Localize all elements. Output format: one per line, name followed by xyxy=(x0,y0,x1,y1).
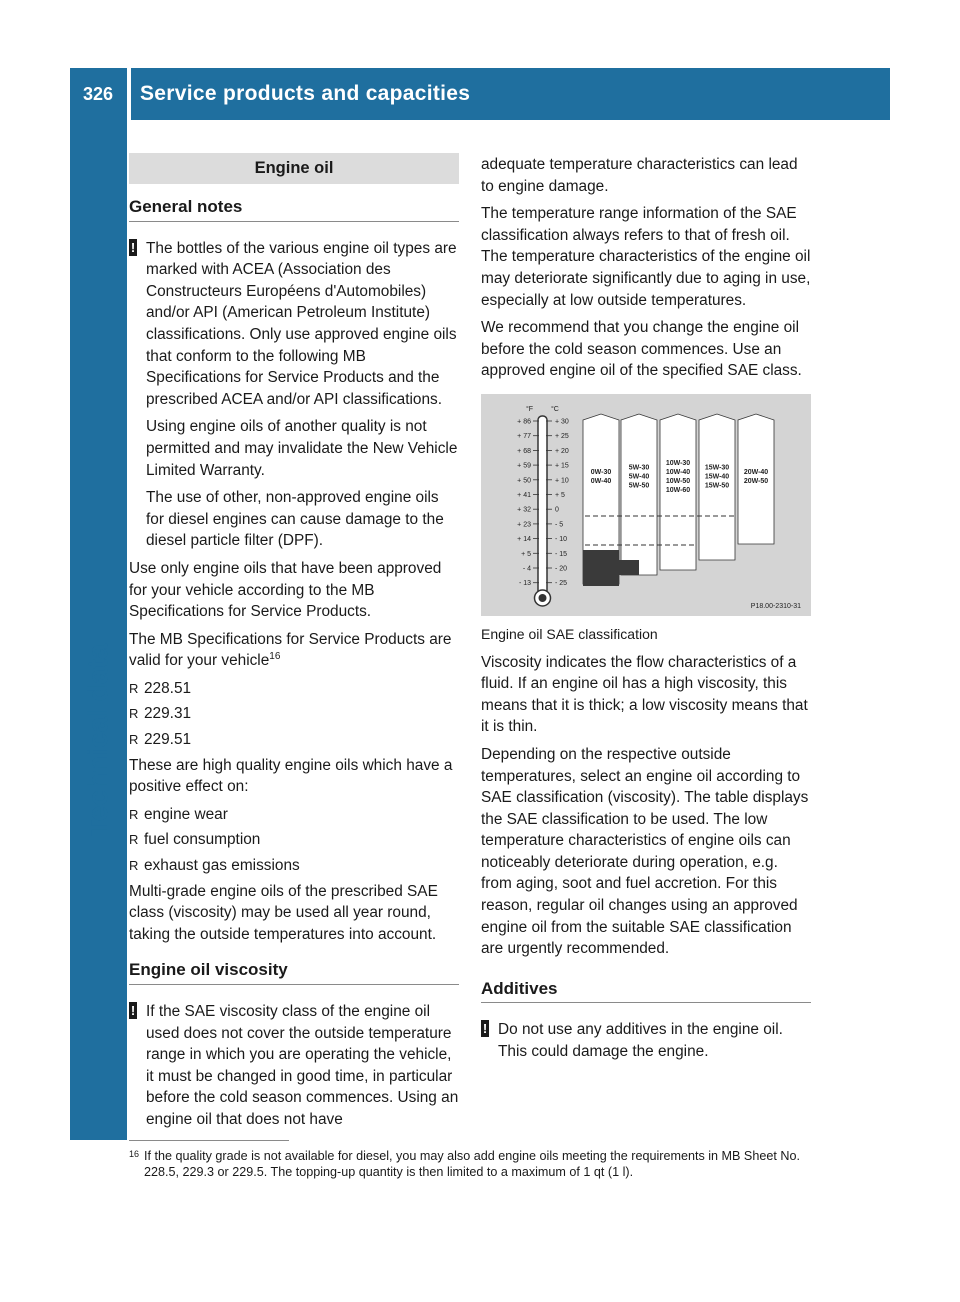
paragraph xyxy=(129,629,459,672)
engine-oil-title-bar xyxy=(129,153,459,184)
c-tick-label: 0 xyxy=(555,506,559,514)
f-tick-label: + 59 xyxy=(517,462,531,470)
left-column xyxy=(129,150,459,1137)
footnote xyxy=(129,1148,829,1180)
list-item: R exhaust gas emissions xyxy=(129,855,459,877)
f-tick-label: + 14 xyxy=(517,536,531,544)
specs-intro: The MB Specifications for Service Products are valid for your vehicle xyxy=(129,630,452,670)
sidebar-title: Technical data xyxy=(82,643,113,837)
low-temp-band xyxy=(583,550,619,586)
right-column xyxy=(481,154,811,1069)
paragraph: These are high quality engine oils which have a positive effect on: xyxy=(129,756,453,796)
footnote-text: If the quality grade is not available for diesel, you may also add engine oils meeting the requirements in MB Sheet No. 228.5, 229.3 or 229.5. The topping-up quantity is then limited to a maximum of 1 qt (1 l). xyxy=(144,1149,800,1179)
specs-list xyxy=(129,678,459,751)
footnote-divider xyxy=(129,1140,289,1141)
warning-icon: ! xyxy=(130,239,136,255)
list-item: R fuel consumption xyxy=(129,829,459,851)
grade-label: 5W-30 xyxy=(628,464,650,472)
unit-f-label: °F xyxy=(526,405,534,413)
additives-heading: Additives xyxy=(481,978,811,1004)
general-notes-heading: General notes xyxy=(129,196,459,222)
list-item: R 229.51 xyxy=(129,729,459,751)
c-tick-label: + 5 xyxy=(555,491,565,499)
c-tick-label: - 20 xyxy=(555,565,568,573)
warning-text: The use of other, non-approved engine oils for diesel engines can cause damage to the diesel particle filter (DPF). xyxy=(146,489,444,550)
grade-label: 5W-50 xyxy=(628,482,650,490)
warning-text: Using engine oils of another quality is not permitted and may invalidate the New Vehicle Limited Warranty. xyxy=(146,418,458,479)
sae-chart-svg xyxy=(481,394,811,616)
warning-icon: ! xyxy=(482,1021,488,1037)
list-item: R engine wear xyxy=(129,804,459,826)
sae-chart xyxy=(481,394,811,616)
c-tick-label: - 5 xyxy=(555,521,564,529)
f-tick-label: + 86 xyxy=(517,418,531,426)
viscosity-column xyxy=(621,414,657,575)
effects-list xyxy=(129,804,459,877)
page-number: 326 xyxy=(82,84,114,104)
f-tick-label: + 68 xyxy=(517,447,531,455)
f-tick-label: + 77 xyxy=(517,433,531,441)
grade-label: 10W-40 xyxy=(665,468,691,476)
figure-reference: P18.00-2310-31 xyxy=(750,602,801,610)
grade-label: 10W-60 xyxy=(665,486,691,494)
grade-label: 20W-40 xyxy=(743,468,769,476)
f-tick-label: + 23 xyxy=(517,521,531,529)
thermometer-bulb-fill xyxy=(539,594,547,602)
f-tick-label: + 50 xyxy=(517,477,531,485)
warning-text: The bottles of the various engine oil types are marked with ACEA (Association des Constructeurs Européens d'Automobiles) and/or API (American Petroleum Institute) classifications. Only use approved engine oils that conform to the following MB Specifications for Service Products and the prescribed ACEA and/or API classifications. xyxy=(146,239,457,408)
footnote-number: 16 xyxy=(129,1149,140,1159)
c-tick-label: - 15 xyxy=(555,550,568,558)
warning-text: Do not use any additives in the engine oil. This could damage the engine. xyxy=(498,1021,783,1061)
f-tick-label: + 41 xyxy=(517,491,531,499)
figure-caption: Engine oil SAE classification xyxy=(481,625,658,642)
grade-label: 15W-50 xyxy=(704,482,730,490)
c-tick-label: + 25 xyxy=(555,433,569,441)
f-tick-label: + 32 xyxy=(517,506,531,514)
paragraph: We recommend that you change the engine oil before the cold season commences. Use an approved engine oil of the specified SAE class. xyxy=(481,319,802,380)
footnote-ref: 16 xyxy=(269,651,281,663)
paragraph: The temperature range information of the SAE classification always refers to that of fresh oil. The temperature characteristics of the engine oil may deteriorate significantly due to aging in use, especially at low outside temperatures. xyxy=(481,205,811,309)
warning-text: If the SAE viscosity class of the engine oil used does not cover the outside temperature range in which you are operating the vehicle, it must be changed in good time, in particular before the cold season commences. Using an engine oil that does not have xyxy=(146,1003,459,1128)
list-item: R 229.31 xyxy=(129,703,459,725)
f-tick-label: + 5 xyxy=(521,550,531,558)
warning-block xyxy=(481,1019,811,1062)
low-temp-band xyxy=(619,560,639,575)
engine-oil-title: Engine oil xyxy=(254,159,334,177)
unit-c-label: °C xyxy=(551,405,559,413)
grade-label: 10W-30 xyxy=(665,459,691,467)
warning-block xyxy=(129,238,459,552)
paragraph: Use only engine oils that have been approved for your vehicle according to the MB Specifications for Service Products. xyxy=(129,559,442,621)
c-tick-label: + 10 xyxy=(555,477,569,485)
page-header xyxy=(70,68,890,120)
c-tick-label: - 10 xyxy=(555,536,568,544)
warning-icon: ! xyxy=(130,1003,136,1018)
c-tick-label: - 25 xyxy=(555,580,568,588)
warning-block xyxy=(129,1001,459,1131)
list-item: R 228.51 xyxy=(129,678,459,700)
grade-label: 15W-30 xyxy=(704,464,730,472)
paragraph: Multi-grade engine oils of the prescribed SAE class (viscosity) may be used all year round, taking the outside temperatures into account. xyxy=(129,882,438,943)
c-tick-label: + 20 xyxy=(555,447,569,455)
viscosity-heading: Engine oil viscosity xyxy=(129,959,459,985)
grade-label: 0W-40 xyxy=(590,477,612,485)
grade-label: 10W-50 xyxy=(665,477,691,485)
header-divider xyxy=(127,68,131,120)
f-tick-label: - 4 xyxy=(522,565,531,573)
c-tick-label: + 30 xyxy=(555,418,569,426)
paragraph: Depending on the respective outside temperatures, select an engine oil according to SAE classification (viscosity). The table displays the SAE classification to be used. The low temperature characteristics of engine oils can noticeably deteriorate during operation, e.g. from aging, soot and fuel accretion. For this reason, regular oil changes using an approved engine oil from the suitable SAE classification are urgently recommended. xyxy=(481,745,809,958)
grade-label: 5W-40 xyxy=(628,473,650,481)
paragraph: Viscosity indicates the flow characteristics of a fluid. If an engine oil has a high viscosity, this means that it is thick; a low viscosity means that it is thin. xyxy=(481,653,808,736)
c-tick-label: + 15 xyxy=(555,462,569,470)
sidebar-bar xyxy=(70,120,127,1140)
grade-label: 0W-30 xyxy=(590,468,612,476)
section-title: Service products and capacities xyxy=(140,82,471,105)
thermometer-tube xyxy=(538,416,547,596)
f-tick-label: - 13 xyxy=(518,580,531,588)
paragraph: adequate temperature characteristics can lead to engine damage. xyxy=(481,156,798,195)
grade-label: 20W-50 xyxy=(743,477,769,485)
grade-label: 15W-40 xyxy=(704,473,730,481)
